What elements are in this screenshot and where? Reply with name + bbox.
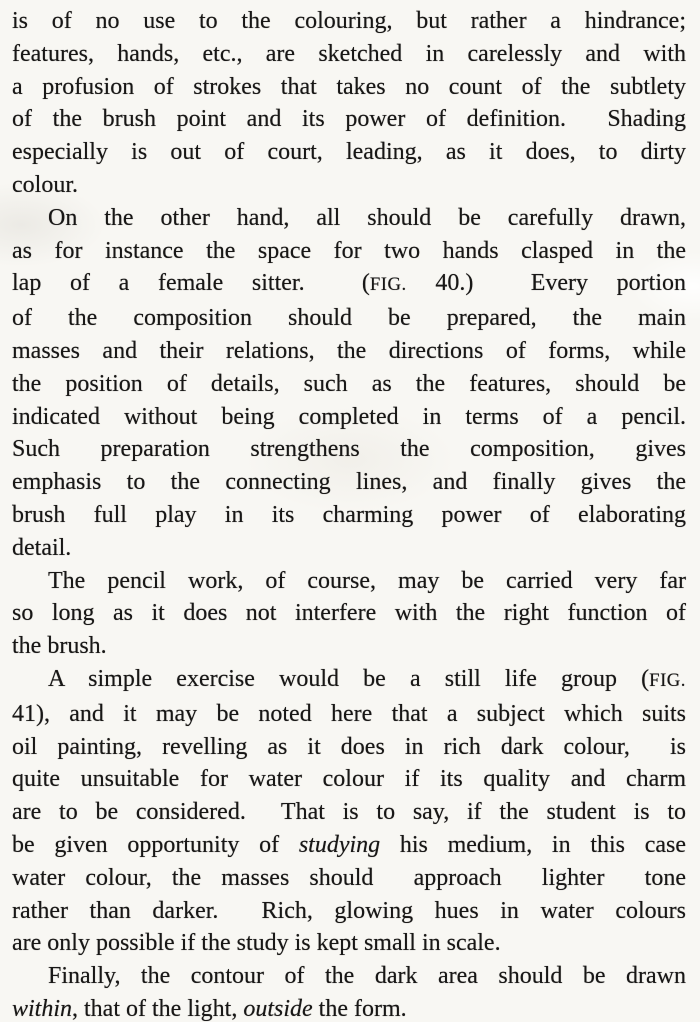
text-line: [12, 597, 686, 630]
text-run: Finally, the contour of the dark area should be drawn: [48, 963, 686, 990]
text-line: [12, 993, 686, 1022]
text-line: [12, 466, 686, 499]
text-line: [12, 368, 686, 401]
paragraph-finally: [12, 960, 686, 1022]
text-line: [12, 71, 686, 104]
text-run: The pencil work, of course, may be carried very far: [48, 567, 686, 594]
text-line: [12, 796, 686, 829]
text-line: [12, 302, 686, 335]
text-line: [12, 763, 686, 796]
text-line: [12, 829, 686, 862]
paragraph-pencil-work: [12, 565, 686, 663]
text-line: [12, 630, 686, 663]
text-run: masses and their relations, the directions of forms, while: [12, 337, 686, 364]
text-run: a profusion of strokes that takes no count of the subtlety: [12, 73, 686, 100]
text-run: so long as it does not interfere with the right function of: [12, 600, 686, 627]
text-line: [12, 433, 686, 466]
emphasized-word: outside: [243, 995, 313, 1022]
text-run: features, hands, etc., are sketched in carelessly and with: [12, 40, 686, 67]
emphasized-word: studying: [298, 831, 381, 858]
text-run: of the composition should be prepared, the main: [12, 305, 686, 332]
text-line: [12, 267, 686, 302]
figure-reference: FIG.: [649, 669, 686, 691]
emphasized-word: within: [12, 995, 73, 1022]
text-line: [12, 927, 686, 960]
text-line: [12, 401, 686, 434]
text-run: lap of a female sitter. (: [12, 270, 370, 297]
text-run: rather than darker. Rich, glowing hues in water colours: [12, 897, 686, 924]
text-line: [12, 532, 686, 565]
text-run: water colour, the masses should approach lighter tone: [12, 864, 686, 891]
text-run: 40.) Every portion: [406, 270, 686, 297]
text-run: his medium, in this case: [380, 831, 686, 858]
text-run: On the other hand, all should be carefully drawn,: [48, 204, 686, 231]
text-line: [12, 731, 686, 764]
text-run: indicated without being completed in terms of a pencil.: [12, 403, 686, 430]
paragraph-on-the-other-hand: [12, 202, 686, 565]
text-run: colour.: [12, 171, 78, 198]
text-line: [12, 895, 686, 928]
text-run: the position of details, such as the features, should be: [12, 370, 686, 397]
text-run: the form.: [312, 995, 407, 1022]
text-run: quite unsuitable for water colour if its quality and charm: [12, 766, 686, 793]
text-run: oil painting, revelling as it does in rich dark colour, is: [12, 733, 686, 760]
text-run: are to be considered. That is to say, if the student is to: [12, 799, 686, 826]
text-line: [12, 5, 686, 38]
text-line: [12, 103, 686, 136]
text-run: emphasis to the connecting lines, and finally gives the: [12, 469, 686, 496]
text-run: be given opportunity of: [12, 831, 299, 858]
text-run: Such preparation strengthens the composition, gives: [12, 436, 686, 463]
text-line: [12, 202, 686, 235]
text-run: of the brush point and its power of definition. Shading: [12, 106, 686, 133]
text-run: A simple exercise would be a still life group (: [48, 665, 650, 692]
text-line: [12, 169, 686, 202]
paragraph-simple-exercise: [12, 663, 686, 960]
text-line: [12, 335, 686, 368]
text-line: [12, 663, 686, 698]
text-run: , that of the light,: [72, 995, 244, 1022]
text-run: brush full play in its charming power of elaborating: [12, 501, 686, 528]
text-run: detail.: [12, 534, 72, 561]
text-line: [12, 565, 686, 598]
text-run: especially is out of court, leading, as it does, to dirty: [12, 139, 686, 166]
text-run: are only possible if the study is kept small in scale.: [12, 930, 501, 957]
text-line: [12, 499, 686, 532]
text-line: [12, 862, 686, 895]
text-run: 41), and it may be noted here that a subject which suits: [12, 700, 686, 727]
text-line: [12, 136, 686, 169]
text-line: [12, 38, 686, 71]
text-run: the brush.: [12, 633, 107, 660]
text-line: [12, 698, 686, 731]
text-line: [12, 960, 686, 993]
paragraph-continuation: [12, 5, 686, 202]
figure-reference: FIG.: [369, 274, 407, 296]
text-run: as for instance the space for two hands clasped in the: [12, 237, 686, 264]
text-run: is of no use to the colouring, but rather a hindrance;: [12, 8, 686, 34]
text-line: [12, 235, 686, 268]
